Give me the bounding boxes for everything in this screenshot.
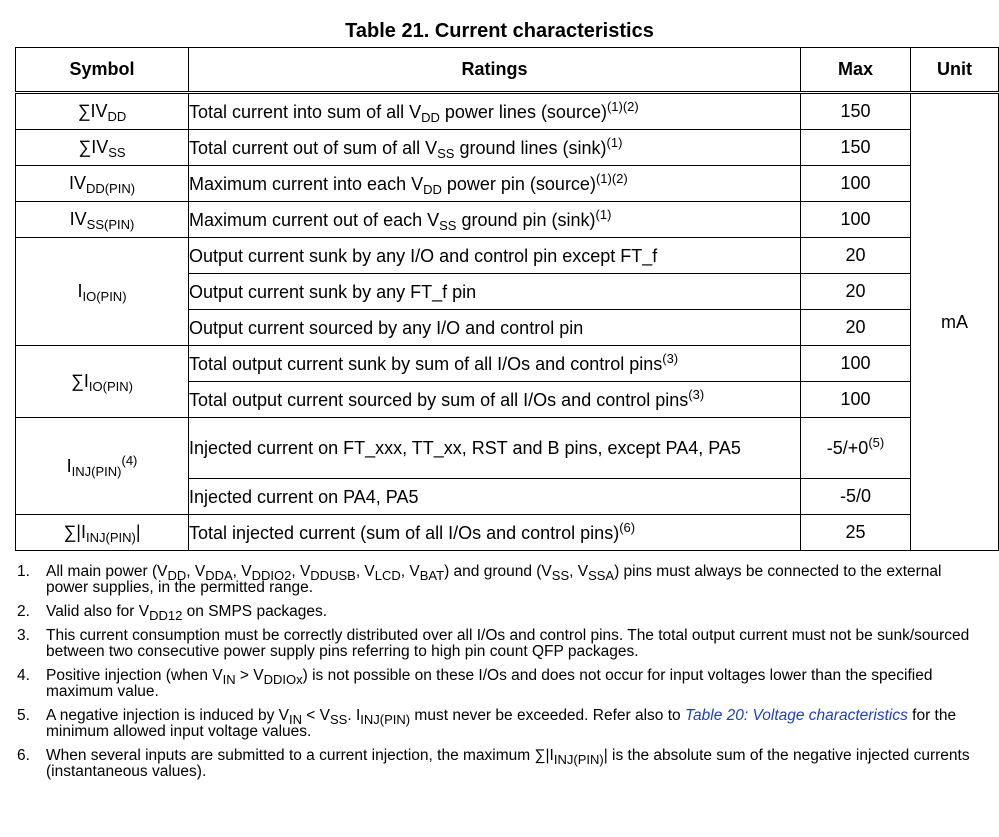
rating-cell: Total current out of sum of all $V_{SS}$ ground lines $(\sin k)^{(1)}$ xyxy=(189,130,801,166)
unit-cell: mA xyxy=(911,93,999,551)
footnote xyxy=(15,748,985,780)
header-symbol: Symbol xyxy=(16,48,189,93)
footnote-number: 4. xyxy=(17,667,30,684)
max-cell: 100 xyxy=(801,382,911,418)
rating-cell: Output current sourced by any I/O and control pin xyxy=(189,310,801,346)
footnote xyxy=(15,668,985,700)
table-row xyxy=(16,130,999,166)
table-row xyxy=(16,166,999,202)
footnote xyxy=(15,603,985,623)
max-cell: 100 xyxy=(801,166,911,202)
table-row xyxy=(16,93,999,130)
rating-cell: Total output current sunk by sum of all I/Os and control pins$^{(3)}$ xyxy=(189,346,801,382)
rating-cell: Output current sunk by any I/O and control pin except FT_f xyxy=(189,238,801,274)
rating-cell: Output current sunk by any FT_f pin xyxy=(189,274,801,310)
rating-cell: Total current into sum of all $V_{DD}$ power lines (source)$^{(1)(2)}$ xyxy=(189,93,801,130)
max-cell: 20 xyxy=(801,238,911,274)
footnote-text: All main power ($V_{DD}$, $V_{DDA}$, $V_{DDIO2}$, $V_{DDUSB}$, $V_{LCD}$, $V_{BAT}$) and ground ($V_{SS}$, $V_{SSA}$) pins must always be connected to the external power supplies, in the permitted range. xyxy=(46,563,942,596)
footnote-text: Valid also for $V_{DD12}$ on SMPS packages. xyxy=(46,603,328,623)
rating-cell: Total injected current (sum of all I/Os and control pins)$^{(6)}$ xyxy=(189,515,801,551)
footnote-number: 1. xyxy=(17,563,30,580)
table-title: Table 21. Current characteristics xyxy=(345,20,654,42)
symbol-cell: $\sum|I_{INJ(PIN)}|$ xyxy=(16,515,189,551)
symbol-cell: $I_{INJ(PIN)}^{(4)}$ xyxy=(16,418,189,515)
footnote-text: When several inputs are submitted to a current injection, the maximum $\sum|I_{INJ(PIN)}|$ is the absolute sum of the negative injected currents (instantaneous values). xyxy=(46,747,970,780)
symbol-cell: $I_{IO(PIN)}$ xyxy=(16,238,189,346)
current-characteristics-table xyxy=(15,47,999,551)
table-20-link[interactable]: Table 20: Voltage characteristics xyxy=(684,707,908,724)
footnotes xyxy=(15,564,985,788)
table-row xyxy=(16,515,999,551)
table-header-row xyxy=(16,48,999,93)
symbol-cell: $\sum I_{IO(PIN)}$ xyxy=(16,346,189,418)
symbol-cell: $\sum IV_{SS}$ xyxy=(16,130,189,166)
table-row xyxy=(16,202,999,238)
header-ratings: Ratings xyxy=(189,48,801,93)
footnote xyxy=(15,564,985,596)
footnote-text: This current consumption must be correctly distributed over all I/Os and control pins. The total output current must not be sunk/sourced between two consecutive power supply pins referring to high pin count QFP packages. xyxy=(46,627,970,660)
rating-cell: Maximum current out of each $V_{SS}$ ground pin $(\sin k)^{(1)}$ xyxy=(189,202,801,238)
max-cell: $-5/+0^{(5)}$ xyxy=(801,418,911,479)
rating-cell: Injected current on FT_xxx, TT_xx, RST and B pins, except PA4, PA5 xyxy=(189,418,801,479)
header-max: Max xyxy=(801,48,911,93)
symbol-cell: $IV_{DD(PIN)}$ xyxy=(16,166,189,202)
table-row xyxy=(16,418,999,479)
footnote-text: Positive injection (when $V_{IN} > V_{DDIOx}$) is not possible on these I/Os and does not occur for input voltages lower than the specified maximum value. xyxy=(46,667,933,700)
rating-cell: Injected current on PA4, PA5 xyxy=(189,479,801,515)
table-row xyxy=(16,238,999,274)
rating-cell: Total output current sourced by sum of all I/Os and control pins$^{(3)}$ xyxy=(189,382,801,418)
symbol-cell: $\sum IV_{DD}$ xyxy=(16,93,189,130)
max-cell: 20 xyxy=(801,274,911,310)
max-cell: 150 xyxy=(801,130,911,166)
max-cell: 100 xyxy=(801,346,911,382)
table-row xyxy=(16,346,999,382)
footnote-number: 3. xyxy=(17,627,30,644)
footnote xyxy=(15,708,985,740)
max-cell: 150 xyxy=(801,93,911,130)
max-cell: -5/0 xyxy=(801,479,911,515)
symbol-cell: $IV_{SS(PIN)}$ xyxy=(16,202,189,238)
max-cell: 20 xyxy=(801,310,911,346)
footnote xyxy=(15,628,985,660)
footnote-number: 5. xyxy=(17,707,30,724)
footnote-text: A negative injection is induced by $V_{IN} < V_{SS}$. $I_{INJ(PIN)}$ must never be exceeded. Refer also to Table 20: Voltage characteristics for the minimum allowed input voltage values. xyxy=(46,707,957,740)
max-cell: 25 xyxy=(801,515,911,551)
rating-cell: Maximum current into each $V_{DD}$ power pin (source)$^{(1)(2)}$ xyxy=(189,166,801,202)
footnote-number: 6. xyxy=(17,747,30,764)
max-cell: 100 xyxy=(801,202,911,238)
header-unit: Unit xyxy=(911,48,999,93)
footnote-number: 2. xyxy=(17,603,30,620)
